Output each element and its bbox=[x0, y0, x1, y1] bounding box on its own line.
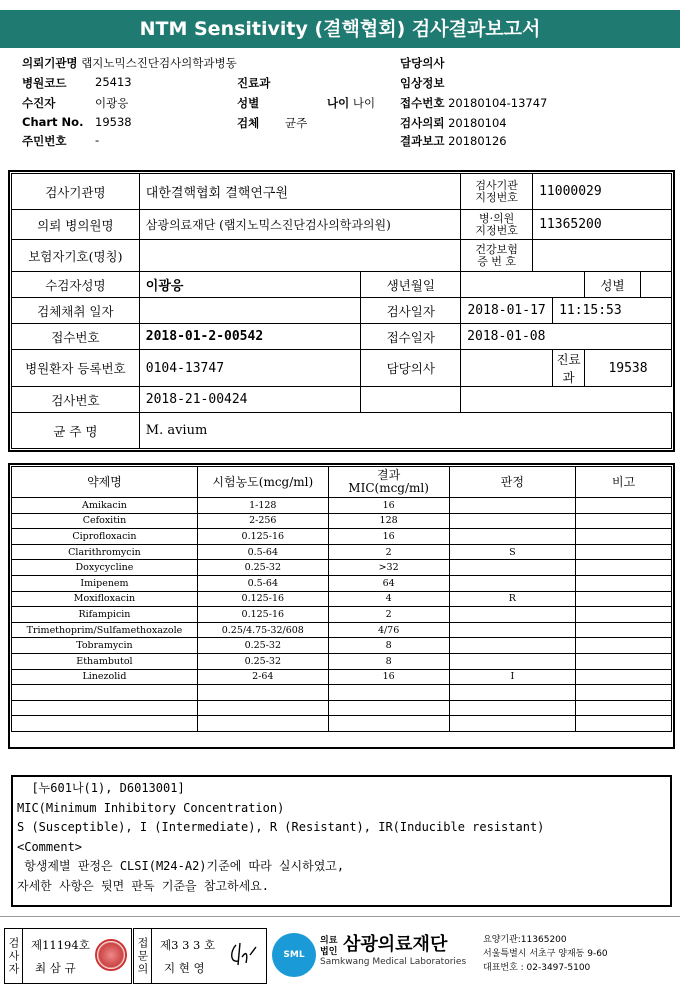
confirm-name: 지 현 영 bbox=[164, 961, 205, 975]
cell-judge bbox=[449, 513, 576, 529]
cell-note bbox=[576, 591, 672, 607]
empty-row bbox=[12, 685, 672, 701]
cell-range: 0.5-64 bbox=[197, 544, 328, 560]
cell-judge bbox=[449, 653, 576, 669]
cell-drug: Tobramycin bbox=[12, 638, 198, 654]
lab-code-label: 검사기관 지정번호 bbox=[461, 174, 533, 210]
cell-note bbox=[576, 575, 672, 591]
drug-table bbox=[11, 466, 672, 732]
cell-judge: S bbox=[449, 544, 576, 560]
receipt-date-label: 접수일자 bbox=[361, 324, 461, 350]
clinical-label: 임상정보 bbox=[400, 76, 445, 90]
cell-note bbox=[576, 513, 672, 529]
org-type-2: 법인 bbox=[320, 947, 338, 957]
doctor-label: 담당의사 bbox=[400, 56, 445, 70]
requesting-org-label: 의뢰기관명 bbox=[22, 56, 78, 70]
dept-info-label: 진료과 bbox=[553, 350, 585, 387]
cell-drug: Ciprofloxacin bbox=[12, 529, 198, 545]
test-date: 2018-01-17 bbox=[461, 298, 553, 324]
table-row bbox=[12, 653, 672, 669]
table-row bbox=[12, 544, 672, 560]
header-mic: 결과 MIC(mcg/ml) bbox=[328, 467, 449, 498]
comment-mic: MIC(Minimum Inhibitory Concentration) bbox=[17, 800, 285, 815]
cell-range: 0.25/4.75-32/608 bbox=[197, 622, 328, 638]
patient-name: 이광응 bbox=[95, 96, 129, 110]
cell-empty bbox=[12, 700, 198, 716]
cell-empty bbox=[576, 685, 672, 701]
org-type-1: 의료 bbox=[320, 936, 338, 946]
cell-judge bbox=[449, 638, 576, 654]
cell-mic: 2 bbox=[328, 544, 449, 560]
cell-note bbox=[576, 529, 672, 545]
insured-value bbox=[139, 240, 460, 272]
cell-empty bbox=[328, 685, 449, 701]
cell-judge bbox=[449, 607, 576, 623]
tester-name: 최 삼 규 bbox=[35, 961, 76, 975]
test-date-label: 검사일자 bbox=[361, 298, 461, 324]
comment-box bbox=[11, 775, 672, 907]
specimen: 균주 bbox=[285, 116, 308, 130]
sml-logo-icon: SML bbox=[272, 933, 316, 977]
cell-range: 0.5-64 bbox=[197, 575, 328, 591]
table-row bbox=[12, 575, 672, 591]
cell-note bbox=[576, 653, 672, 669]
report-date-label: 결과보고 bbox=[400, 134, 445, 148]
request-date-label: 검사의뢰 bbox=[400, 116, 445, 130]
cell-empty bbox=[328, 700, 449, 716]
cell-note bbox=[576, 607, 672, 623]
dob-value bbox=[461, 272, 585, 298]
cell-range: 2-256 bbox=[197, 513, 328, 529]
cell-mic: 16 bbox=[328, 669, 449, 685]
hosp-code: 11365200 bbox=[533, 210, 672, 240]
cell-note bbox=[576, 498, 672, 514]
resident-no-label: 주민번호 bbox=[22, 134, 67, 148]
table-row bbox=[12, 529, 672, 545]
table-row bbox=[12, 560, 672, 576]
doctor-info-value bbox=[461, 350, 553, 387]
receipt-no-label: 접수번호 bbox=[400, 96, 445, 110]
cell-mic: 8 bbox=[328, 653, 449, 669]
cell-mic: 4 bbox=[328, 591, 449, 607]
table-row bbox=[12, 498, 672, 514]
cell-empty bbox=[449, 716, 576, 732]
cell-drug: Moxifloxacin bbox=[12, 591, 198, 607]
tester-no: 제11194호 bbox=[31, 938, 90, 952]
dob-label: 생년월일 bbox=[361, 272, 461, 298]
org-name: 삼광의료재단 bbox=[343, 934, 448, 955]
comment-heading: <Comment> bbox=[17, 839, 83, 854]
cell-empty bbox=[12, 685, 198, 701]
cell-drug: Trimethoprim/Sulfamethoxazole bbox=[12, 622, 198, 638]
cell-range: 0.125-16 bbox=[197, 529, 328, 545]
req-hospital-label: 의뢰 병의원명 bbox=[12, 210, 140, 240]
hospital-code-label: 병원코드 bbox=[22, 76, 67, 90]
strain-label: 균 주 명 bbox=[12, 413, 140, 449]
sex-label: 성별 bbox=[237, 96, 260, 110]
seal-icon bbox=[95, 939, 127, 971]
cell-judge bbox=[449, 498, 576, 514]
org-phone: 대표번호 : 02-3497-5100 bbox=[483, 963, 591, 973]
sex-info-value bbox=[640, 272, 671, 298]
age-label: 나이 bbox=[327, 96, 350, 110]
cell-empty bbox=[449, 685, 576, 701]
receipt-value: 2018-01-2-00542 bbox=[139, 324, 361, 350]
requesting-org: 랩지노믹스진단검사의학과병동 bbox=[81, 56, 237, 70]
cell-range: 2-64 bbox=[197, 669, 328, 685]
hospital-code: 25413 bbox=[95, 75, 132, 89]
report-title: NTM Sensitivity (결핵협회) 검사결과보고서 bbox=[0, 10, 680, 48]
cell-empty bbox=[576, 716, 672, 732]
test-no: 2018-21-00424 bbox=[139, 387, 361, 413]
insured-label: 보험자기호(명칭) bbox=[12, 240, 140, 272]
tester-box bbox=[4, 928, 132, 984]
cell-drug: Rifampicin bbox=[12, 607, 198, 623]
cell-mic: 64 bbox=[328, 575, 449, 591]
cell-mic: 8 bbox=[328, 638, 449, 654]
cell-mic: 2 bbox=[328, 607, 449, 623]
table-row bbox=[12, 622, 672, 638]
tester-label: 검사자 bbox=[5, 929, 23, 983]
header-note: 비고 bbox=[576, 467, 672, 498]
header-judge: 판정 bbox=[449, 467, 576, 498]
cell-range: 1-128 bbox=[197, 498, 328, 514]
empty-row bbox=[12, 716, 672, 732]
cell-empty bbox=[197, 716, 328, 732]
table-row bbox=[12, 669, 672, 685]
cell-drug: Amikacin bbox=[12, 498, 198, 514]
test-no-label: 검사번호 bbox=[12, 387, 140, 413]
patient-label: 수진자 bbox=[22, 96, 56, 110]
cell-note bbox=[576, 669, 672, 685]
resident-no: - bbox=[95, 133, 100, 147]
cell-empty bbox=[328, 716, 449, 732]
comment-text-1: 항생제별 판정은 CLSI(M24-A2)기준에 따라 실시하였고, bbox=[17, 859, 345, 873]
strain-value: M. avium bbox=[139, 413, 671, 449]
cell-mic: 4/76 bbox=[328, 622, 449, 638]
health-value bbox=[533, 240, 672, 272]
chart-no: 19538 bbox=[95, 115, 132, 129]
cell-range: 0.125-16 bbox=[197, 591, 328, 607]
cell-note bbox=[576, 544, 672, 560]
org-name-en: Samkwang Medical Laboratories bbox=[320, 957, 467, 967]
cell-empty bbox=[197, 685, 328, 701]
reg-no-label: 병원환자 등록번호 bbox=[12, 350, 140, 387]
collect-date-value bbox=[139, 298, 361, 324]
cell-note bbox=[576, 560, 672, 576]
org-code: 요양기관:11365200 bbox=[483, 935, 567, 945]
receipt-no: 20180104-13747 bbox=[448, 96, 548, 110]
cell-drug: Clarithromycin bbox=[12, 544, 198, 560]
report-date: 20180126 bbox=[448, 134, 507, 148]
cell-drug: Linezolid bbox=[12, 669, 198, 685]
cell-mic: 16 bbox=[328, 498, 449, 514]
collect-date-label: 검체채취 일자 bbox=[12, 298, 140, 324]
cell-range: 0.25-32 bbox=[197, 560, 328, 576]
confirm-no: 제3 3 3 호 bbox=[160, 938, 216, 952]
cell-empty bbox=[576, 700, 672, 716]
table-row bbox=[12, 607, 672, 623]
empty-row bbox=[12, 700, 672, 716]
cell-empty bbox=[197, 700, 328, 716]
confirm-label: 접문의 bbox=[134, 929, 152, 983]
hosp-code-label: 병·의원 지정번호 bbox=[461, 210, 533, 240]
org-address: 서울특별시 서초구 양재동 9-60 bbox=[483, 949, 608, 959]
doctor-info-label: 담당의사 bbox=[361, 350, 461, 387]
lab-code: 11000029 bbox=[533, 174, 672, 210]
comment-text-2: 자세한 사항은 뒷면 판독 기준을 참고하세요. bbox=[17, 878, 270, 893]
cell-drug: Ethambutol bbox=[12, 653, 198, 669]
cell-mic: 16 bbox=[328, 529, 449, 545]
table-row bbox=[12, 638, 672, 654]
reg-no: 0104-13747 bbox=[139, 350, 361, 387]
cell-mic: >32 bbox=[328, 560, 449, 576]
cell-mic: 128 bbox=[328, 513, 449, 529]
cell-judge: R bbox=[449, 591, 576, 607]
chart-no-label: Chart No. bbox=[22, 115, 84, 129]
cell-judge bbox=[449, 560, 576, 576]
cell-judge: I bbox=[449, 669, 576, 685]
cell-drug: Cefoxitin bbox=[12, 513, 198, 529]
cell-judge bbox=[449, 575, 576, 591]
comment-legend: S (Susceptible), I (Intermediate), R (Resistant), IR(Inducible resistant) bbox=[17, 820, 545, 834]
request-date: 20180104 bbox=[448, 116, 507, 130]
cell-drug: Imipenem bbox=[12, 575, 198, 591]
receipt-date: 2018-01-08 bbox=[461, 324, 672, 350]
cell-range: 0.25-32 bbox=[197, 638, 328, 654]
comment-code: [누601나(1), D6013001] bbox=[17, 781, 185, 795]
lab-label: 검사기관명 bbox=[12, 174, 140, 210]
test-time: 11:15:53 bbox=[553, 298, 672, 324]
confirm-box bbox=[133, 928, 267, 984]
dept-label: 진료과 bbox=[237, 76, 271, 90]
cell-judge bbox=[449, 622, 576, 638]
cell-empty bbox=[449, 700, 576, 716]
header-drug: 약제명 bbox=[12, 467, 198, 498]
dept-info-value: 19538 bbox=[585, 350, 672, 387]
receipt-label: 접수번호 bbox=[12, 324, 140, 350]
cell-drug: Doxycycline bbox=[12, 560, 198, 576]
cell-range: 0.25-32 bbox=[197, 653, 328, 669]
cell-note bbox=[576, 638, 672, 654]
table-row bbox=[12, 513, 672, 529]
cell-judge bbox=[449, 529, 576, 545]
cell-note bbox=[576, 622, 672, 638]
header-range: 시험농도(mcg/ml) bbox=[197, 467, 328, 498]
age-value: 나이 bbox=[352, 96, 376, 110]
info-table bbox=[11, 173, 672, 449]
cell-empty bbox=[12, 716, 198, 732]
cell-range: 0.125-16 bbox=[197, 607, 328, 623]
test-no-extra bbox=[361, 387, 461, 413]
signature-icon bbox=[226, 939, 260, 971]
patient-name-label: 수검자성명 bbox=[12, 272, 140, 298]
req-hospital: 삼광의료재단 (랩지노믹스진단검사의학과의원) bbox=[139, 210, 460, 240]
patient-name-value: 이광응 bbox=[139, 272, 361, 298]
lab-name: 대한결핵협회 결핵연구원 bbox=[139, 174, 460, 210]
sex-info-label: 성별 bbox=[585, 272, 641, 298]
table-row bbox=[12, 591, 672, 607]
specimen-label: 검체 bbox=[237, 116, 260, 130]
health-label: 건강보험 증 번 호 bbox=[461, 240, 533, 272]
